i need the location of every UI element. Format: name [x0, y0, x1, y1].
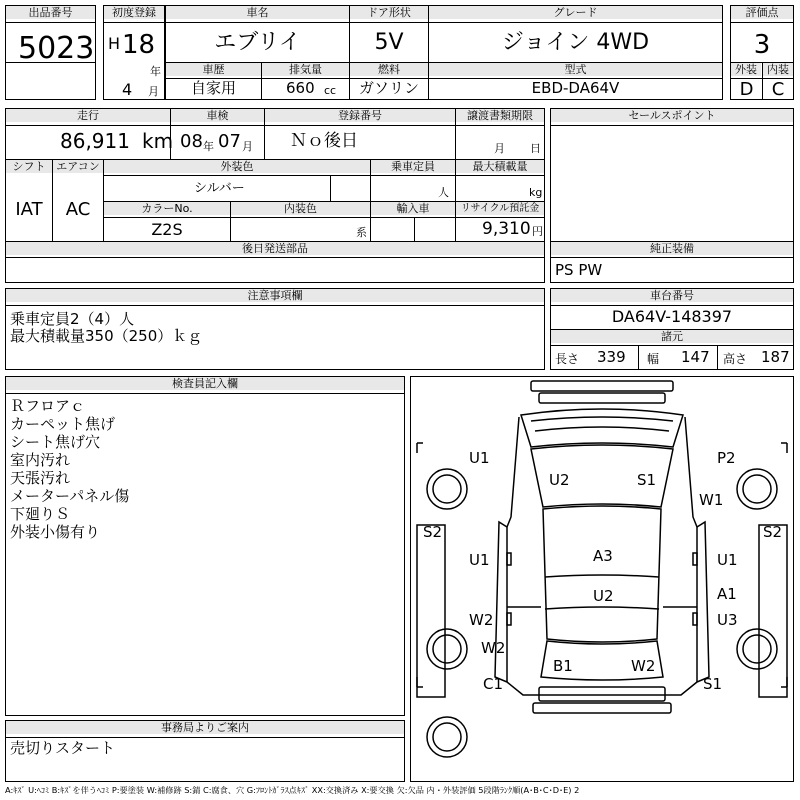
dims-label: 諸元	[551, 330, 793, 343]
door-type: 5V	[374, 30, 404, 55]
chassis-number: DA64V-148397	[611, 307, 733, 326]
damage-mark: S2	[763, 523, 783, 541]
inspector-line: カーペット焦げ	[10, 415, 116, 433]
inspection-year: 08	[180, 131, 203, 152]
genuine-equipment: PS PW	[555, 261, 603, 279]
inspector-line: Ｒフロアｃ	[10, 397, 86, 415]
inspection-month-unit: 月	[242, 140, 253, 153]
damage-mark: U1	[469, 551, 490, 569]
genuine-equipment-label: 純正装備	[551, 242, 793, 255]
reg-year: 18	[122, 30, 156, 60]
damage-mark: U2	[549, 471, 570, 489]
inspector-line: 室内汚れ	[10, 451, 71, 469]
inspector-lines	[10, 397, 129, 541]
fuel-label: 燃料	[350, 63, 428, 76]
exterior-label: 外装	[731, 63, 761, 76]
shift: IAT	[15, 199, 43, 220]
main-info-box	[165, 5, 723, 100]
air-conditioner: AC	[65, 199, 91, 220]
mileage-label: 走行	[6, 109, 170, 122]
office-label: 事務局よりご案内	[6, 721, 404, 734]
damage-mark: P2	[717, 449, 736, 467]
history-label: 車歴	[166, 63, 261, 76]
inspector-line: 外装小傷有り	[10, 523, 101, 541]
transfer-day-unit: 日	[530, 142, 541, 155]
lot-box	[5, 5, 96, 100]
model: EBD-DA64V	[531, 79, 620, 97]
displacement: 660	[286, 79, 315, 97]
reg-month-unit: 月	[148, 85, 159, 98]
inspection-month: 07	[218, 131, 241, 152]
lot-label: 出品番号	[6, 6, 95, 19]
ext-color-label: 外装色	[104, 160, 370, 173]
first-registration-label: 初度登録	[104, 6, 164, 19]
damage-mark: W1	[699, 491, 724, 509]
int-color-unit: 系	[356, 226, 367, 239]
sales-point-label: セールスポイント	[551, 109, 793, 122]
car-name: エブリイ	[214, 30, 301, 55]
color-no-label: カラーNo.	[104, 202, 230, 215]
displacement-label: 排気量	[262, 63, 349, 76]
damage-mark: W2	[481, 639, 506, 657]
inspector-line: シート焦げ穴	[10, 433, 101, 451]
first-registration-box	[103, 5, 165, 100]
capacity-label: 乗車定員	[371, 160, 455, 173]
height: 187	[761, 348, 790, 366]
int-color-label: 内装色	[231, 202, 370, 215]
fuel: ガソリン	[358, 79, 419, 97]
import-label: 輸入車	[371, 202, 455, 215]
capacity-unit: 人	[438, 186, 449, 199]
caution-text: 乗車定員2（4）人 最大積載量350（250）ｋｇ	[10, 310, 203, 345]
max-load-label: 最大積載量	[456, 160, 544, 173]
reg-year-unit: 年	[150, 65, 161, 78]
ac-label: エアコン	[53, 160, 103, 173]
inspector-line: 下廻りＳ	[10, 505, 71, 523]
door-label: ドア形状	[350, 6, 428, 19]
recycle-fee-unit: 円	[532, 225, 543, 238]
damage-mark: S2	[423, 523, 443, 541]
office-box	[5, 720, 405, 782]
damage-diagram	[410, 376, 794, 782]
score: 3	[753, 30, 771, 60]
score-label: 評価点	[731, 6, 793, 19]
grade: ジョイン 4WD	[501, 30, 650, 55]
inspector-box	[5, 376, 405, 716]
caution-box	[5, 288, 545, 370]
damage-mark: A1	[717, 585, 737, 603]
damage-mark: S1	[703, 675, 723, 693]
recycle-fee: 9,310	[482, 219, 531, 239]
length-label: 長さ	[555, 352, 580, 366]
shift-label: シフト	[6, 160, 52, 173]
inspector-label: 検査員記入欄	[6, 377, 404, 390]
width: 147	[681, 348, 710, 366]
office-text: 売切りスタート	[10, 739, 116, 757]
plate-number: Ｎｏ後日	[290, 131, 358, 151]
ext-color: シルバー	[194, 181, 245, 196]
damage-mark: C1	[483, 675, 504, 693]
damage-mark: A3	[593, 547, 613, 565]
damage-mark: U1	[469, 449, 490, 467]
damage-mark: U2	[593, 587, 614, 605]
damage-mark: W2	[469, 611, 494, 629]
later-parts-label: 後日発送部品	[6, 242, 544, 255]
history: 自家用	[190, 79, 236, 97]
caution-label: 注意事項欄	[6, 289, 544, 302]
exterior-grade: D	[739, 79, 754, 100]
car-name-label: 車名	[166, 6, 349, 19]
vehicle-detail-box	[5, 108, 545, 283]
score-box	[730, 5, 794, 100]
lot-number: 5023	[18, 31, 95, 66]
color-number: Z2S	[151, 220, 183, 239]
chassis-box	[550, 288, 794, 370]
legend: A:ｷｽﾞ U:ﾍｺﾐ B:ｷｽﾞを伴うﾍｺﾐ P:要塗装 W:補修跡 S:錆 C:腐食、穴 G:ﾌﾛﾝﾄｶﾞﾗｽ点ｷｽﾞ XX:交換済み X:要交換 欠:欠品 内・外装評価 5段階ﾗﾝｸ順(A･B･C･D･E) 2	[5, 785, 580, 795]
plate-label: 登録番号	[265, 109, 455, 122]
recycle-label: リサイクル預託金	[456, 202, 544, 215]
era: H	[108, 34, 121, 53]
inspector-line: メーターパネル傷	[10, 487, 130, 505]
inspection-year-unit: 年	[203, 140, 214, 153]
transfer-label: 譲渡書類期限	[456, 109, 544, 122]
grade-label: グレード	[429, 6, 722, 19]
model-label: 型式	[429, 63, 722, 76]
chassis-label: 車台番号	[551, 289, 793, 302]
reg-month: 4	[122, 80, 133, 99]
width-label: 幅	[647, 352, 660, 366]
damage-mark: S1	[637, 471, 657, 489]
inspection-label: 車検	[171, 109, 264, 122]
damage-mark: B1	[553, 657, 573, 675]
transfer-month-unit: 月	[494, 142, 505, 155]
damage-mark: W2	[631, 657, 656, 675]
sales-point-box	[550, 108, 794, 283]
car-outline-diagram	[411, 377, 793, 781]
interior-grade: C	[771, 79, 785, 100]
displacement-unit: cc	[324, 84, 337, 97]
damage-mark: U1	[717, 551, 738, 569]
height-label: 高さ	[723, 352, 748, 366]
mileage-unit: km	[142, 129, 174, 153]
length: 339	[597, 348, 626, 366]
max-load-unit: kg	[529, 186, 543, 199]
inspector-line: 天張汚れ	[10, 469, 71, 487]
mileage: 86,911	[60, 129, 130, 153]
interior-label: 内装	[763, 63, 793, 76]
damage-mark: U3	[717, 611, 738, 629]
